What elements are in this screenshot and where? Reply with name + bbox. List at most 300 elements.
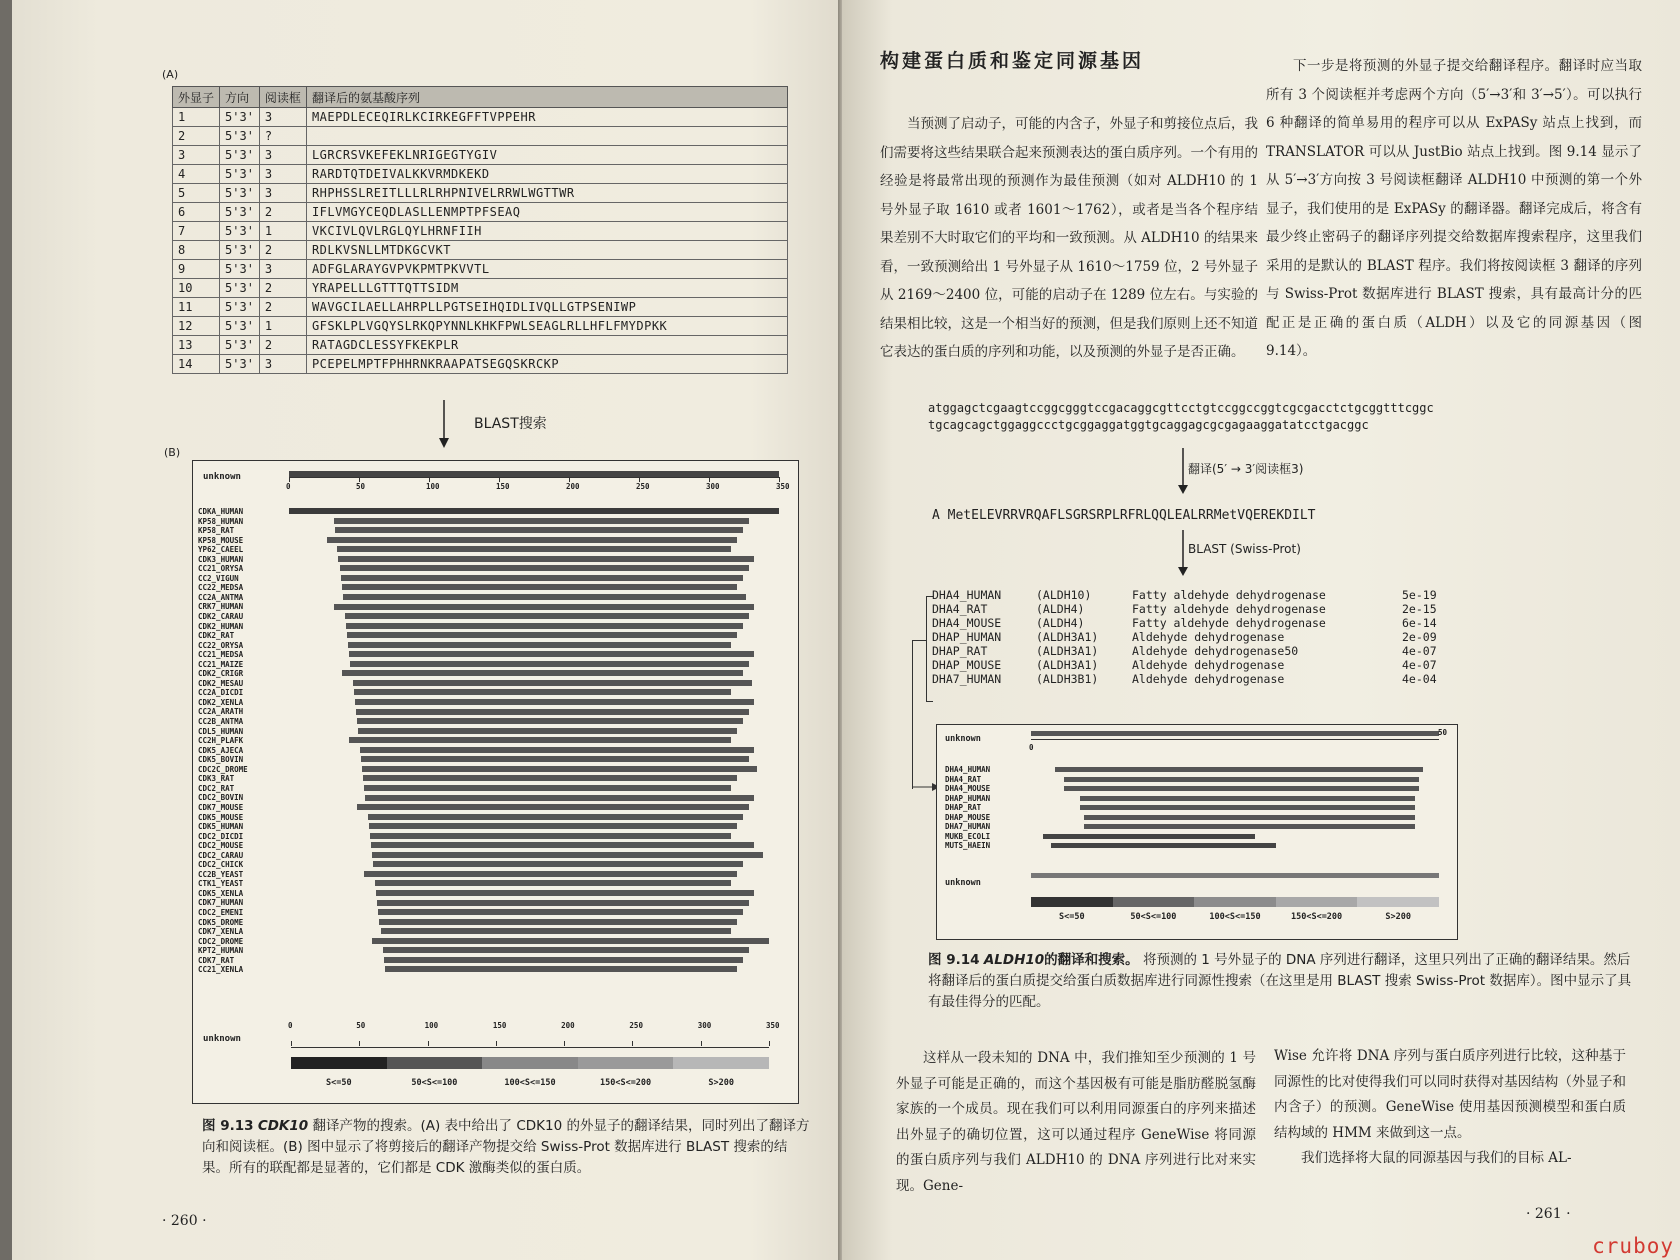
hit-name: CDC2_CARAU xyxy=(198,850,244,860)
sequence-cell: PCEPELMPTFPHHRNKRAAPATSEGQSKRCKP xyxy=(306,355,787,374)
direction-cell: 5'3' xyxy=(220,146,260,165)
col-frame-header: 阅读框 xyxy=(259,87,306,108)
caption-gene: CDK10 xyxy=(257,1118,309,1134)
bottom-query-label: unknown xyxy=(203,1034,241,1044)
frame-cell: 3 xyxy=(259,355,306,374)
exon-cell: 5 xyxy=(173,184,220,203)
col-direction-header: 方向 xyxy=(220,87,260,108)
mini-query-bar xyxy=(1031,731,1439,736)
ruler-tick-350: 350 xyxy=(766,1021,780,1030)
sequence-cell: VKCIVLQVLRGLQYLHRNFIIH xyxy=(306,222,787,241)
ruler-tick-mark xyxy=(499,477,500,482)
hit-evalue: 4e-04 xyxy=(1402,672,1437,686)
exon-cell: 13 xyxy=(173,336,220,355)
dna-sequence xyxy=(928,400,1434,434)
legend-item: 50<S<=100 xyxy=(411,1078,458,1088)
hit-name: KP58_RAT xyxy=(198,526,235,536)
ruler-tick-0: 0 xyxy=(286,482,291,491)
mini-blast-panel xyxy=(936,724,1458,940)
table-row xyxy=(173,317,788,336)
legend-item: S>200 xyxy=(1385,912,1411,922)
sequence-cell: RHPHSSLREITLLLRLRHPNIVELRRWLWGTTWR xyxy=(306,184,787,203)
hit-name: DHAP_HUMAN xyxy=(932,630,1002,644)
hit-evalue: 5e-19 xyxy=(1402,588,1437,602)
exon-cell: 2 xyxy=(173,127,220,146)
mini-score-legend xyxy=(1031,913,1439,923)
hit-name: DHA4_RAT xyxy=(932,602,988,616)
hit-name: CDK2_CARAU xyxy=(198,612,244,622)
query-label: unknown xyxy=(203,472,241,482)
table-row xyxy=(173,165,788,184)
direction-cell: 5'3' xyxy=(220,222,260,241)
exon-cell: 3 xyxy=(173,146,220,165)
hit-bar xyxy=(327,537,737,543)
ruler-tick-mark xyxy=(769,1041,770,1046)
hit-name: CDK2_HUMAN xyxy=(198,621,244,631)
hit-bar xyxy=(372,852,763,858)
ruler-tick-mark xyxy=(291,1041,292,1046)
ruler-tick-mark xyxy=(709,477,710,482)
caption-label: 图 9.13 xyxy=(202,1118,254,1134)
frame-cell: ? xyxy=(259,127,306,146)
sequence-cell: ADFGLARAYGVPVKPMTPKVVTL xyxy=(306,260,787,279)
hit-bar xyxy=(345,613,749,619)
hit-bar xyxy=(353,680,752,686)
sequence-cell: LGRCRSVKEFEKLNRIGEGTYGIV xyxy=(306,146,787,165)
hit-name: CDC2_DROME xyxy=(198,936,244,946)
legend-item: 100<S<=150 xyxy=(1209,912,1261,922)
caption-text: 将预测的 1 号外显子的 DNA 序列进行翻译，这里只列出了正确的翻译结果。然后将翻译后的蛋白质提交给蛋白质数据库进行同源性搜索（在这里是用 BLAST 搜索 Swiss-Prot 数据库）。图中显示了具有最佳得分的匹配。 xyxy=(928,952,1632,1010)
sequence-cell: RDLKVSNLLMTDKGCVKT xyxy=(306,241,787,260)
hit-name: CDK2_CRIGR xyxy=(198,669,244,679)
blast-swissprot-label: BLAST (Swiss-Prot) xyxy=(1188,542,1301,556)
ruler-tick-250: 250 xyxy=(636,482,650,491)
ruler-tick-200: 200 xyxy=(561,1021,575,1030)
hit-bar xyxy=(357,804,749,810)
sequence-cell: WAVGCILAELLAHRPLLPGTSEIHQIDLIVQLLGTPSENIWP xyxy=(306,298,787,317)
hit-gene: (ALDH3A1) xyxy=(1036,644,1099,658)
mini-query-label: unknown xyxy=(945,734,981,744)
hit-name: CDC2_EMENI xyxy=(198,907,244,917)
score-gradient-bar xyxy=(291,1057,769,1069)
exon-cell: 1 xyxy=(173,108,220,127)
hit-name: CC2H_PLAFK xyxy=(198,736,244,746)
ruler-tick-50: 50 xyxy=(356,482,366,491)
query-ruler xyxy=(286,477,790,492)
hit-name: CDK7_HUMAN xyxy=(198,898,244,908)
hit-bar xyxy=(361,756,748,762)
table-row xyxy=(173,355,788,374)
right-page xyxy=(842,0,1680,1260)
hit-bar-area xyxy=(289,507,779,987)
ruler-tick-150: 150 xyxy=(492,1021,507,1030)
hit-bar xyxy=(377,900,748,906)
legend-item: 150<S<=200 xyxy=(599,1078,652,1088)
hit-bar xyxy=(335,527,742,533)
hit-evalue: 2e-09 xyxy=(1402,630,1437,644)
hit-bar xyxy=(384,957,743,963)
ruler-tick-100: 100 xyxy=(426,482,440,491)
legend-item: 100<S<=150 xyxy=(504,1078,556,1088)
mini-hit-bar xyxy=(1084,824,1414,829)
direction-cell: 5'3' xyxy=(220,165,260,184)
mini-hit-bar xyxy=(1051,843,1275,848)
hit-name: CDK3_HUMAN xyxy=(198,554,244,564)
left-page xyxy=(12,0,880,1260)
mini-hit-name: MUTS_HAEIN xyxy=(945,841,991,850)
ruler-tick-100: 100 xyxy=(424,1021,439,1030)
paragraph-5: 我们选择将大鼠的同源基因与我们的目标 AL- xyxy=(1301,1150,1572,1166)
blast-graphic-panel xyxy=(192,460,799,1104)
hit-name: CDC2_RAT xyxy=(198,783,235,793)
ruler-tick-mark xyxy=(632,1041,633,1046)
hit-description: Aldehyde dehydrogenase xyxy=(1132,658,1285,672)
ruler-tick-50: 50 xyxy=(356,1021,366,1030)
mini-tick-0: 0 xyxy=(1029,743,1034,752)
direction-cell: 5'3' xyxy=(220,317,260,336)
hit-bar xyxy=(364,785,731,791)
hit-name: DHA4_HUMAN xyxy=(932,588,1002,602)
hit-name: CC2_VIGUN xyxy=(198,573,239,583)
hit-name: CC2A_ARATH xyxy=(198,707,244,717)
ruler-tick-mark xyxy=(429,477,430,482)
ruler-tick-mark xyxy=(359,1041,360,1046)
mini-hit-bars xyxy=(1031,765,1439,855)
paragraph-3: 这样从一段未知的 DNA 中，我们推知至少预测的 1 号外显子可能是正确的，而这个基因极有可能是脂肪醛脱氢酶家族的一个成员。现在我们可以利用同源蛋白的序列来描述出外显子的确切位置，这可以通过程序 GeneWise 将同源的蛋白质序列与我们 ALDH10 的 DNA 序列进行比对来实现。Gene- xyxy=(896,1050,1256,1194)
sequence-cell: RARDTQTDEIVALKKVRMDKEKD xyxy=(306,165,787,184)
hit-name: CDK7_XENLA xyxy=(198,927,244,937)
mini-hit-name: DHA7_HUMAN xyxy=(945,822,991,831)
hit-bar xyxy=(358,728,737,734)
hit-bar xyxy=(348,642,731,648)
exon-cell: 11 xyxy=(173,298,220,317)
caption-gene: ALDH10 xyxy=(983,952,1045,968)
hit-gene: (ALDH3A1) xyxy=(1036,630,1099,644)
frame-cell: 2 xyxy=(259,336,306,355)
hit-name: CDC2_DICDI xyxy=(198,831,244,841)
caption-label: 图 9.14 xyxy=(928,952,980,968)
hit-name: CDK5_XENLA xyxy=(198,888,244,898)
hit-name: KP58_MOUSE xyxy=(198,535,244,545)
direction-cell: 5'3' xyxy=(220,108,260,127)
hit-description: Fatty aldehyde dehydrogenase xyxy=(1132,616,1326,630)
ruler-tick-mark xyxy=(701,1041,702,1046)
direction-cell: 5'3' xyxy=(220,355,260,374)
hit-description: Aldehyde dehydrogenase50 xyxy=(1132,644,1299,658)
hit-bar xyxy=(370,833,731,839)
hit-bar xyxy=(342,584,737,590)
hit-bar xyxy=(340,565,749,571)
sequence-cell: RATAGDCLESSYFKEKPLR xyxy=(306,336,787,355)
sequence-cell xyxy=(306,127,787,146)
hit-name: CC2A_DICDI xyxy=(198,688,244,698)
hit-bar xyxy=(341,575,743,581)
direction-cell: 5'3' xyxy=(220,203,260,222)
frame-cell: 1 xyxy=(259,317,306,336)
hit-name: CDK7_MOUSE xyxy=(198,802,244,812)
hit-bar xyxy=(365,795,754,801)
mini-hit-name: DHAP_HUMAN xyxy=(945,793,991,803)
hit-name: CDK5_DROME xyxy=(198,917,244,927)
hit-bar xyxy=(334,518,748,524)
table-row xyxy=(173,222,788,241)
frame-cell: 2 xyxy=(259,298,306,317)
table-row xyxy=(173,241,788,260)
hit-name: CDC2C_DROME xyxy=(198,764,248,774)
mini-hit-name: DHA4_MOUSE xyxy=(945,784,991,793)
hit-description: Fatty aldehyde dehydrogenase xyxy=(1132,602,1326,616)
frame-cell: 3 xyxy=(259,146,306,165)
ruler-tick-mark xyxy=(639,477,640,482)
sequence-cell: YRAPELLLGTTTQTTSIDM xyxy=(306,279,787,298)
hit-name: CDK5_HUMAN xyxy=(198,822,244,832)
hit-name: CDC2_BOVIN xyxy=(198,793,244,803)
mini-hit-name: DHAP_RAT xyxy=(945,803,982,812)
hit-name: CDC2_MOUSE xyxy=(198,841,244,851)
direction-cell: 5'3' xyxy=(220,298,260,317)
ruler-tick-mark xyxy=(359,477,360,482)
hit-bar xyxy=(334,604,754,610)
hit-bar xyxy=(355,699,755,705)
col-sequence-header: 翻译后的氨基酸序列 xyxy=(306,87,787,108)
table-row xyxy=(173,298,788,317)
hit-name: CC2B_ANTMA xyxy=(198,717,244,727)
hit-bar xyxy=(385,966,737,972)
mini-hit-name: MUKB_ECOLI xyxy=(945,831,991,841)
exon-cell: 12 xyxy=(173,317,220,336)
ruler-tick-150: 150 xyxy=(496,482,510,491)
hit-gene: (ALDH3A1) xyxy=(1036,658,1099,672)
blast-hit-list xyxy=(932,588,1452,686)
hit-name-list xyxy=(198,507,288,975)
hit-bar xyxy=(383,947,749,953)
hit-name: CDK5_BOVIN xyxy=(198,755,244,765)
ruler-tick-250: 250 xyxy=(629,1021,643,1030)
hit-name: CDL5_HUMAN xyxy=(198,726,244,736)
hit-name: CC21_ORYSA xyxy=(198,564,244,574)
hit-bar xyxy=(346,623,743,629)
direction-cell: 5'3' xyxy=(220,241,260,260)
legend-item: 150<S<=200 xyxy=(1290,912,1343,922)
hit-bar xyxy=(337,546,731,552)
mini-hit-bar xyxy=(1080,796,1415,801)
figure-914-caption xyxy=(928,950,1636,1013)
ruler-tick-300: 300 xyxy=(697,1021,712,1030)
hit-bar xyxy=(371,842,755,848)
hit-name: CDKA_HUMAN xyxy=(198,507,244,516)
hit-bar xyxy=(350,661,748,667)
hit-bar xyxy=(381,928,731,934)
hit-bar xyxy=(369,823,737,829)
hit-bar xyxy=(373,861,743,867)
exon-cell: 9 xyxy=(173,260,220,279)
legend-item: S>200 xyxy=(708,1078,734,1088)
hit-name: KPT2_HUMAN xyxy=(198,946,244,956)
blast-hit-row xyxy=(932,602,1452,616)
hit-description: Aldehyde dehydrogenase xyxy=(1132,672,1285,686)
table-row xyxy=(173,127,788,146)
hit-evalue: 4e-07 xyxy=(1402,644,1437,658)
hit-name: CC21_MAIZE xyxy=(198,659,244,669)
legend-item: S<=50 xyxy=(326,1078,352,1088)
hit-name: CDK5_AJECA xyxy=(198,745,244,755)
frame-cell: 3 xyxy=(259,260,306,279)
mini-hit-bar xyxy=(1064,786,1419,791)
section-title: 构建蛋白质和鉴定同源基因 xyxy=(880,50,1145,72)
mini-hit-bar xyxy=(1064,777,1419,782)
dna-line-1: atggagctcgaagtccggcgggtccgacaggcgttcctgtccggccggtcgcgacctctgcggtttcggc xyxy=(928,401,1434,415)
hit-name: CDK7_RAT xyxy=(198,955,235,965)
col-exon-header: 外显子 xyxy=(173,87,220,108)
ruler-tick-200: 200 xyxy=(566,482,580,491)
hit-bar xyxy=(363,775,737,781)
blast-hit-row xyxy=(932,672,1452,686)
ruler-tick-mark xyxy=(564,1041,565,1046)
mini-ruler xyxy=(1029,728,1447,752)
hit-bar xyxy=(343,594,746,600)
mini-hit-bar xyxy=(1055,767,1422,772)
mini-hit-name: DHAP_MOUSE xyxy=(945,812,991,822)
ruler-tick-mark xyxy=(289,477,290,482)
blast-hit-row xyxy=(932,616,1452,630)
legend-item: 50<S<=100 xyxy=(1130,912,1177,922)
frame-cell: 2 xyxy=(259,203,306,222)
hit-bar xyxy=(379,919,736,925)
panel-b-label: (B) xyxy=(164,446,181,459)
panel-a-label: (A) xyxy=(162,68,179,81)
direction-cell: 5'3' xyxy=(220,127,260,146)
dna-line-2: tgcagcagctggaggccctgcggaggatggtgcaggagcgcgagaaggatatcctgacggc xyxy=(928,418,1369,432)
mini-hit-bar xyxy=(1080,805,1415,810)
table-row xyxy=(173,336,788,355)
exon-cell: 14 xyxy=(173,355,220,374)
page-number-260: · 260 · xyxy=(162,1213,207,1229)
table-row xyxy=(173,108,788,127)
table-row xyxy=(173,260,788,279)
blast-search-label: BLAST搜索 xyxy=(474,416,547,432)
mini-hit-bar xyxy=(1043,834,1255,839)
hit-name: CDK2_XENLA xyxy=(198,697,244,707)
hit-description: Fatty aldehyde dehydrogenase xyxy=(1132,588,1326,602)
figure-913-caption xyxy=(202,1116,812,1179)
frame-cell: 3 xyxy=(259,184,306,203)
hit-name: YP62_CAEEL xyxy=(198,545,244,555)
hit-bar xyxy=(376,890,754,896)
hit-name: CC21_MEDSA xyxy=(198,650,244,660)
paragraph-1: 当预测了启动子，可能的内含子，外显子和剪接位点后，我们需要将这些结果联合起来预测表达的蛋白质序列。一个有用的经验是将最常出现的预测作为最佳预测（如对 ALDH10 的 1 号外显子取 1610 或者 1601～1762），或者是当各个程序结果差别不大时取它们的平均和一致预测。从 ALDH10 的结果来看，一致预测给出 1 号外显子从 1610～1759 位，2 号外显子从 2169～2400 位，可能的启动子在 1289 位左右。与实验的结果相比较，这是一个相当好的预测，但是我们原则上还不知道它表达的蛋白质的序列和功能，以及预测的外显子是否正确。 xyxy=(880,116,1258,360)
score-legend xyxy=(291,1079,769,1089)
hit-name: CC2B_YEAST xyxy=(198,869,244,879)
mini-hit-bar xyxy=(1084,815,1414,820)
caption-title: 的翻译和搜索。 xyxy=(1044,952,1139,968)
paragraph-4: Wise 允许将 DNA 序列与蛋白质序列进行比较，这种基于同源性的比对使得我们可以同时获得对基因结构（外显子和内含子）的预测。GeneWise 使用基因预测模型和蛋白质结构域的 HMM 来做到这一点。 xyxy=(1274,1048,1626,1141)
table-row xyxy=(173,203,788,222)
hit-bar xyxy=(342,670,743,676)
hit-bar xyxy=(378,909,742,915)
hit-gene: (ALDH4) xyxy=(1036,616,1085,630)
hit-name: CDK3_RAT xyxy=(198,774,235,784)
blast-hit-row xyxy=(932,588,1452,602)
hit-bar xyxy=(372,938,769,944)
hit-name: CC21_XENLA xyxy=(198,965,244,975)
direction-cell: 5'3' xyxy=(220,184,260,203)
hit-bar xyxy=(360,747,754,753)
hit-bar xyxy=(356,709,749,715)
blast-hit-row xyxy=(932,644,1452,658)
exon-cell: 4 xyxy=(173,165,220,184)
hit-gene: (ALDH4) xyxy=(1036,602,1085,616)
hit-bar xyxy=(347,632,737,638)
watermark: cruboy xyxy=(1592,1234,1674,1258)
hit-name: DHA7_HUMAN xyxy=(932,672,1002,686)
direction-cell: 5'3' xyxy=(220,336,260,355)
exon-translation-table xyxy=(172,86,788,374)
hit-bar xyxy=(289,508,779,514)
exon-cell: 8 xyxy=(173,241,220,260)
ruler-tick-0: 0 xyxy=(288,1021,293,1030)
hit-bar xyxy=(354,689,731,695)
hit-name: CDK5_MOUSE xyxy=(198,812,244,822)
blast-hit-row xyxy=(932,658,1452,672)
mini-score-gradient xyxy=(1031,897,1439,907)
exon-cell: 7 xyxy=(173,222,220,241)
exon-cell: 10 xyxy=(173,279,220,298)
mini-hit-name: DHA4_HUMAN xyxy=(945,765,991,774)
mini-bottom-query-label: unknown xyxy=(945,878,981,888)
mini-hit-name: DHA4_RAT xyxy=(945,774,982,784)
hit-evalue: 4e-07 xyxy=(1402,658,1437,672)
hit-name: CDK2_MESAU xyxy=(198,678,244,688)
hit-bar xyxy=(349,651,754,657)
hit-name: CC22_ORYSA xyxy=(198,640,244,650)
ruler-tick-mark xyxy=(569,477,570,482)
hit-bar xyxy=(349,737,731,743)
hit-gene: (ALDH3B1) xyxy=(1036,672,1099,686)
ruler-tick-mark xyxy=(496,1041,497,1046)
frame-cell: 2 xyxy=(259,279,306,298)
ruler-tick-300: 300 xyxy=(706,482,720,491)
hit-evalue: 2e-15 xyxy=(1402,602,1437,616)
hit-description: Aldehyde dehydrogenase xyxy=(1132,630,1285,644)
table-row xyxy=(173,146,788,165)
hit-connector xyxy=(912,640,927,789)
hit-evalue: 6e-14 xyxy=(1402,616,1437,630)
translate-label: 翻译(5′ → 3′阅读框3) xyxy=(1188,462,1304,476)
sequence-cell: IFLVMGYCEQDLASLLENMPTPFSEAQ xyxy=(306,203,787,222)
hit-bar xyxy=(368,814,743,820)
hit-name: CTK1_YEAST xyxy=(198,879,244,889)
legend-item: S<=50 xyxy=(1059,912,1085,922)
hit-name: KP58_HUMAN xyxy=(198,516,244,526)
hit-bar xyxy=(364,871,737,877)
mini-tick-50: 50 xyxy=(1437,728,1447,737)
hit-bar xyxy=(338,556,754,562)
hit-bar xyxy=(362,766,757,772)
ruler-tick-mark xyxy=(428,1041,429,1046)
blast-arrow-icon xyxy=(430,398,460,450)
mini-hit-names xyxy=(945,765,990,851)
mini-bottom-bar xyxy=(1031,873,1439,878)
protein-sequence: A MetELEVRRVRQAFLSGRSRPLRFRLQQLEALRRMetVQEREKDILT xyxy=(932,508,1316,523)
sequence-cell: MAEPDLECEQIRLKCIRKEGFFTVPPEHR xyxy=(306,108,787,127)
hit-name: CC22_MEDSA xyxy=(198,583,244,593)
hit-name: CDC2_CHICK xyxy=(198,860,244,870)
frame-cell: 3 xyxy=(259,165,306,184)
sequence-cell: GFSKLPLVGQYSLRKQPYNNLKHKFPWLSEAGLRLLHFLFMYDPKK xyxy=(306,317,787,336)
blast-hit-row xyxy=(932,630,1452,644)
hit-name: DHAP_RAT xyxy=(932,644,988,658)
hit-bar xyxy=(357,718,743,724)
